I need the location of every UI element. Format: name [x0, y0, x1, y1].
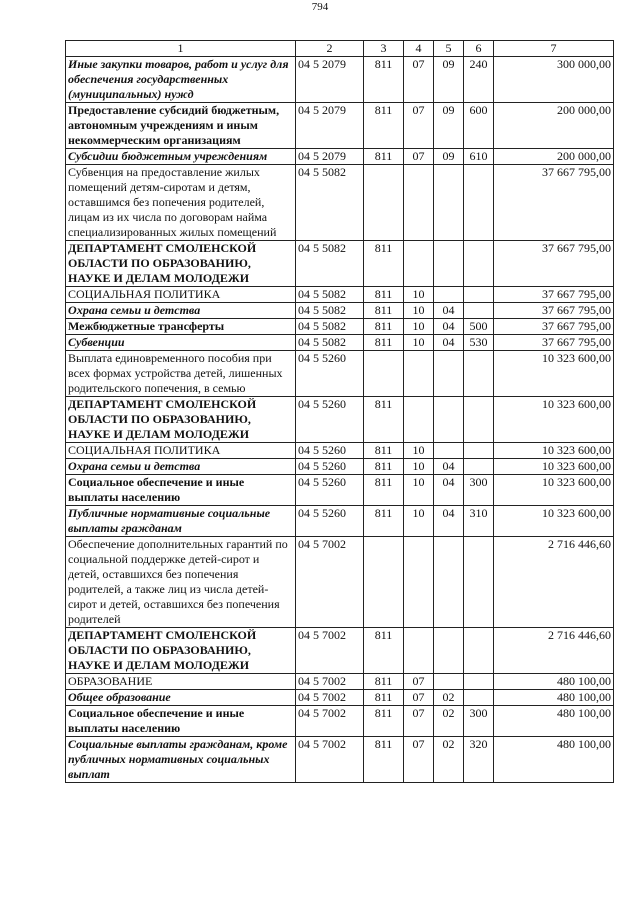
subsection-cell — [434, 397, 464, 443]
department-code-cell: 811 — [364, 628, 404, 674]
table-row — [66, 674, 614, 690]
table-row — [66, 103, 614, 149]
section-cell: 10 — [404, 319, 434, 335]
subsection-cell: 04 — [434, 303, 464, 319]
column-header: 5 — [434, 41, 464, 57]
budget-table — [65, 40, 614, 783]
subsection-cell — [434, 443, 464, 459]
section-cell: 07 — [404, 706, 434, 737]
target-article-cell: 04 5 5082 — [296, 319, 364, 335]
department-code-cell: 811 — [364, 319, 404, 335]
table-row — [66, 149, 614, 165]
table-row — [66, 335, 614, 351]
header-row — [66, 41, 614, 57]
department-code-cell: 811 — [364, 303, 404, 319]
section-cell: 10 — [404, 303, 434, 319]
subsection-cell — [434, 241, 464, 287]
table-row — [66, 303, 614, 319]
item-name-cell: Социальные выплаты гражданам, кроме публичных нормативных социальных выплат — [66, 737, 296, 783]
amount-cell: 2 716 446,60 — [494, 628, 614, 674]
table-row — [66, 706, 614, 737]
item-name-cell: ОБРАЗОВАНИЕ — [66, 674, 296, 690]
department-code-cell: 811 — [364, 241, 404, 287]
expense-type-cell — [464, 303, 494, 319]
department-code-cell: 811 — [364, 103, 404, 149]
department-code-cell: 811 — [364, 459, 404, 475]
subsection-cell: 02 — [434, 690, 464, 706]
subsection-cell: 09 — [434, 103, 464, 149]
department-code-cell: 811 — [364, 57, 404, 103]
section-cell — [404, 165, 434, 241]
table-row — [66, 690, 614, 706]
expense-type-cell: 300 — [464, 475, 494, 506]
item-name-cell: ДЕПАРТАМЕНТ СМОЛЕНСКОЙ ОБЛАСТИ ПО ОБРАЗОВАНИЮ, НАУКЕ И ДЕЛАМ МОЛОДЕЖИ — [66, 397, 296, 443]
department-code-cell — [364, 165, 404, 241]
subsection-cell: 04 — [434, 335, 464, 351]
item-name-cell: Публичные нормативные социальные выплаты гражданам — [66, 506, 296, 537]
department-code-cell: 811 — [364, 149, 404, 165]
table-row — [66, 506, 614, 537]
column-header: 4 — [404, 41, 434, 57]
item-name-cell: ДЕПАРТАМЕНТ СМОЛЕНСКОЙ ОБЛАСТИ ПО ОБРАЗОВАНИЮ, НАУКЕ И ДЕЛАМ МОЛОДЕЖИ — [66, 628, 296, 674]
expense-type-cell — [464, 459, 494, 475]
section-cell: 10 — [404, 506, 434, 537]
expense-type-cell: 240 — [464, 57, 494, 103]
amount-cell: 10 323 600,00 — [494, 475, 614, 506]
subsection-cell — [434, 351, 464, 397]
target-article-cell: 04 5 2079 — [296, 149, 364, 165]
item-name-cell: СОЦИАЛЬНАЯ ПОЛИТИКА — [66, 443, 296, 459]
expense-type-cell — [464, 690, 494, 706]
subsection-cell: 02 — [434, 737, 464, 783]
target-article-cell: 04 5 7002 — [296, 706, 364, 737]
target-article-cell: 04 5 5082 — [296, 165, 364, 241]
item-name-cell: Предоставление субсидий бюджетным, автономным учреждениям и иным некоммерческим организациям — [66, 103, 296, 149]
expense-type-cell: 530 — [464, 335, 494, 351]
expense-type-cell: 320 — [464, 737, 494, 783]
section-cell — [404, 628, 434, 674]
department-code-cell: 811 — [364, 335, 404, 351]
department-code-cell: 811 — [364, 475, 404, 506]
amount-cell: 200 000,00 — [494, 149, 614, 165]
item-name-cell: СОЦИАЛЬНАЯ ПОЛИТИКА — [66, 287, 296, 303]
column-header: 6 — [464, 41, 494, 57]
table-row — [66, 537, 614, 628]
item-name-cell: Социальное обеспечение и иные выплаты населению — [66, 706, 296, 737]
amount-cell: 480 100,00 — [494, 706, 614, 737]
column-header: 7 — [494, 41, 614, 57]
department-code-cell: 811 — [364, 397, 404, 443]
table-row — [66, 241, 614, 287]
table-row — [66, 628, 614, 674]
section-cell: 07 — [404, 690, 434, 706]
section-cell — [404, 241, 434, 287]
table-row — [66, 475, 614, 506]
expense-type-cell: 610 — [464, 149, 494, 165]
amount-cell: 10 323 600,00 — [494, 506, 614, 537]
section-cell: 10 — [404, 475, 434, 506]
item-name-cell: Охрана семьи и детства — [66, 459, 296, 475]
section-cell: 10 — [404, 287, 434, 303]
target-article-cell: 04 5 5082 — [296, 287, 364, 303]
subsection-cell: 04 — [434, 506, 464, 537]
amount-cell: 10 323 600,00 — [494, 459, 614, 475]
target-article-cell: 04 5 7002 — [296, 690, 364, 706]
department-code-cell: 811 — [364, 287, 404, 303]
section-cell: 10 — [404, 459, 434, 475]
expense-type-cell: 300 — [464, 706, 494, 737]
item-name-cell: Межбюджетные трансферты — [66, 319, 296, 335]
table-row — [66, 165, 614, 241]
target-article-cell: 04 5 7002 — [296, 737, 364, 783]
item-name-cell: Социальное обеспечение и иные выплаты населению — [66, 475, 296, 506]
amount-cell: 10 323 600,00 — [494, 443, 614, 459]
target-article-cell: 04 5 5260 — [296, 351, 364, 397]
section-cell: 07 — [404, 149, 434, 165]
table-row — [66, 443, 614, 459]
section-cell: 07 — [404, 737, 434, 783]
amount-cell: 37 667 795,00 — [494, 165, 614, 241]
target-article-cell: 04 5 2079 — [296, 57, 364, 103]
table-row — [66, 351, 614, 397]
subsection-cell: 09 — [434, 57, 464, 103]
subsection-cell — [434, 628, 464, 674]
item-name-cell: ДЕПАРТАМЕНТ СМОЛЕНСКОЙ ОБЛАСТИ ПО ОБРАЗОВАНИЮ, НАУКЕ И ДЕЛАМ МОЛОДЕЖИ — [66, 241, 296, 287]
page-number: 794 — [311, 1, 329, 13]
item-name-cell: Общее образование — [66, 690, 296, 706]
target-article-cell: 04 5 5082 — [296, 303, 364, 319]
target-article-cell: 04 5 7002 — [296, 674, 364, 690]
department-code-cell: 811 — [364, 690, 404, 706]
section-cell — [404, 537, 434, 628]
amount-cell: 37 667 795,00 — [494, 319, 614, 335]
expense-type-cell — [464, 443, 494, 459]
amount-cell: 37 667 795,00 — [494, 287, 614, 303]
item-name-cell: Выплата единовременного пособия при всех формах устройства детей, лишенных родительского попечения, в семью — [66, 351, 296, 397]
amount-cell: 10 323 600,00 — [494, 397, 614, 443]
item-name-cell: Охрана семьи и детства — [66, 303, 296, 319]
expense-type-cell: 310 — [464, 506, 494, 537]
subsection-cell — [434, 674, 464, 690]
expense-type-cell — [464, 628, 494, 674]
amount-cell: 480 100,00 — [494, 737, 614, 783]
expense-type-cell — [464, 537, 494, 628]
department-code-cell: 811 — [364, 737, 404, 783]
department-code-cell — [364, 351, 404, 397]
target-article-cell: 04 5 2079 — [296, 103, 364, 149]
section-cell — [404, 351, 434, 397]
section-cell: 10 — [404, 443, 434, 459]
target-article-cell: 04 5 5260 — [296, 443, 364, 459]
department-code-cell — [364, 537, 404, 628]
amount-cell: 480 100,00 — [494, 674, 614, 690]
subsection-cell: 04 — [434, 319, 464, 335]
item-name-cell: Субвенция на предоставление жилых помещений детям-сиротам и детям, оставшимся без попечения родителей, лицам из их числа по договорам найма специализированных жилых помещений — [66, 165, 296, 241]
target-article-cell: 04 5 7002 — [296, 628, 364, 674]
section-cell: 07 — [404, 674, 434, 690]
department-code-cell: 811 — [364, 674, 404, 690]
subsection-cell — [434, 165, 464, 241]
subsection-cell — [434, 537, 464, 628]
subsection-cell — [434, 287, 464, 303]
amount-cell: 37 667 795,00 — [494, 241, 614, 287]
department-code-cell: 811 — [364, 443, 404, 459]
section-cell: 10 — [404, 335, 434, 351]
expense-type-cell — [464, 351, 494, 397]
table-row — [66, 287, 614, 303]
item-name-cell: Субсидии бюджетным учреждениям — [66, 149, 296, 165]
target-article-cell: 04 5 5082 — [296, 335, 364, 351]
table-row — [66, 459, 614, 475]
section-cell — [404, 397, 434, 443]
expense-type-cell — [464, 241, 494, 287]
department-code-cell: 811 — [364, 706, 404, 737]
expense-type-cell — [464, 165, 494, 241]
target-article-cell: 04 5 5260 — [296, 506, 364, 537]
expense-type-cell: 500 — [464, 319, 494, 335]
item-name-cell: Иные закупки товаров, работ и услуг для обеспечения государственных (муниципальных) нужд — [66, 57, 296, 103]
target-article-cell: 04 5 7002 — [296, 537, 364, 628]
target-article-cell: 04 5 5260 — [296, 397, 364, 443]
section-cell: 07 — [404, 103, 434, 149]
item-name-cell: Субвенции — [66, 335, 296, 351]
column-header: 3 — [364, 41, 404, 57]
amount-cell: 2 716 446,60 — [494, 537, 614, 628]
item-name-cell: Обеспечение дополнительных гарантий по социальной поддержке детей-сирот и детей, оставшихся без попечения родителей, а также лиц из числа детей-сирот и детей, оставшихся без попечения родителей — [66, 537, 296, 628]
table-row — [66, 737, 614, 783]
subsection-cell: 09 — [434, 149, 464, 165]
department-code-cell: 811 — [364, 506, 404, 537]
column-header: 2 — [296, 41, 364, 57]
amount-cell: 10 323 600,00 — [494, 351, 614, 397]
expense-type-cell: 600 — [464, 103, 494, 149]
subsection-cell: 04 — [434, 475, 464, 506]
subsection-cell: 02 — [434, 706, 464, 737]
expense-type-cell — [464, 287, 494, 303]
target-article-cell: 04 5 5260 — [296, 459, 364, 475]
target-article-cell: 04 5 5082 — [296, 241, 364, 287]
table-row — [66, 397, 614, 443]
table-row — [66, 319, 614, 335]
expense-type-cell — [464, 674, 494, 690]
amount-cell: 480 100,00 — [494, 690, 614, 706]
target-article-cell: 04 5 5260 — [296, 475, 364, 506]
section-cell: 07 — [404, 57, 434, 103]
amount-cell: 37 667 795,00 — [494, 303, 614, 319]
subsection-cell: 04 — [434, 459, 464, 475]
amount-cell: 300 000,00 — [494, 57, 614, 103]
amount-cell: 200 000,00 — [494, 103, 614, 149]
table-body — [66, 57, 614, 783]
table-row — [66, 57, 614, 103]
amount-cell: 37 667 795,00 — [494, 335, 614, 351]
expense-type-cell — [464, 397, 494, 443]
column-header: 1 — [66, 41, 296, 57]
